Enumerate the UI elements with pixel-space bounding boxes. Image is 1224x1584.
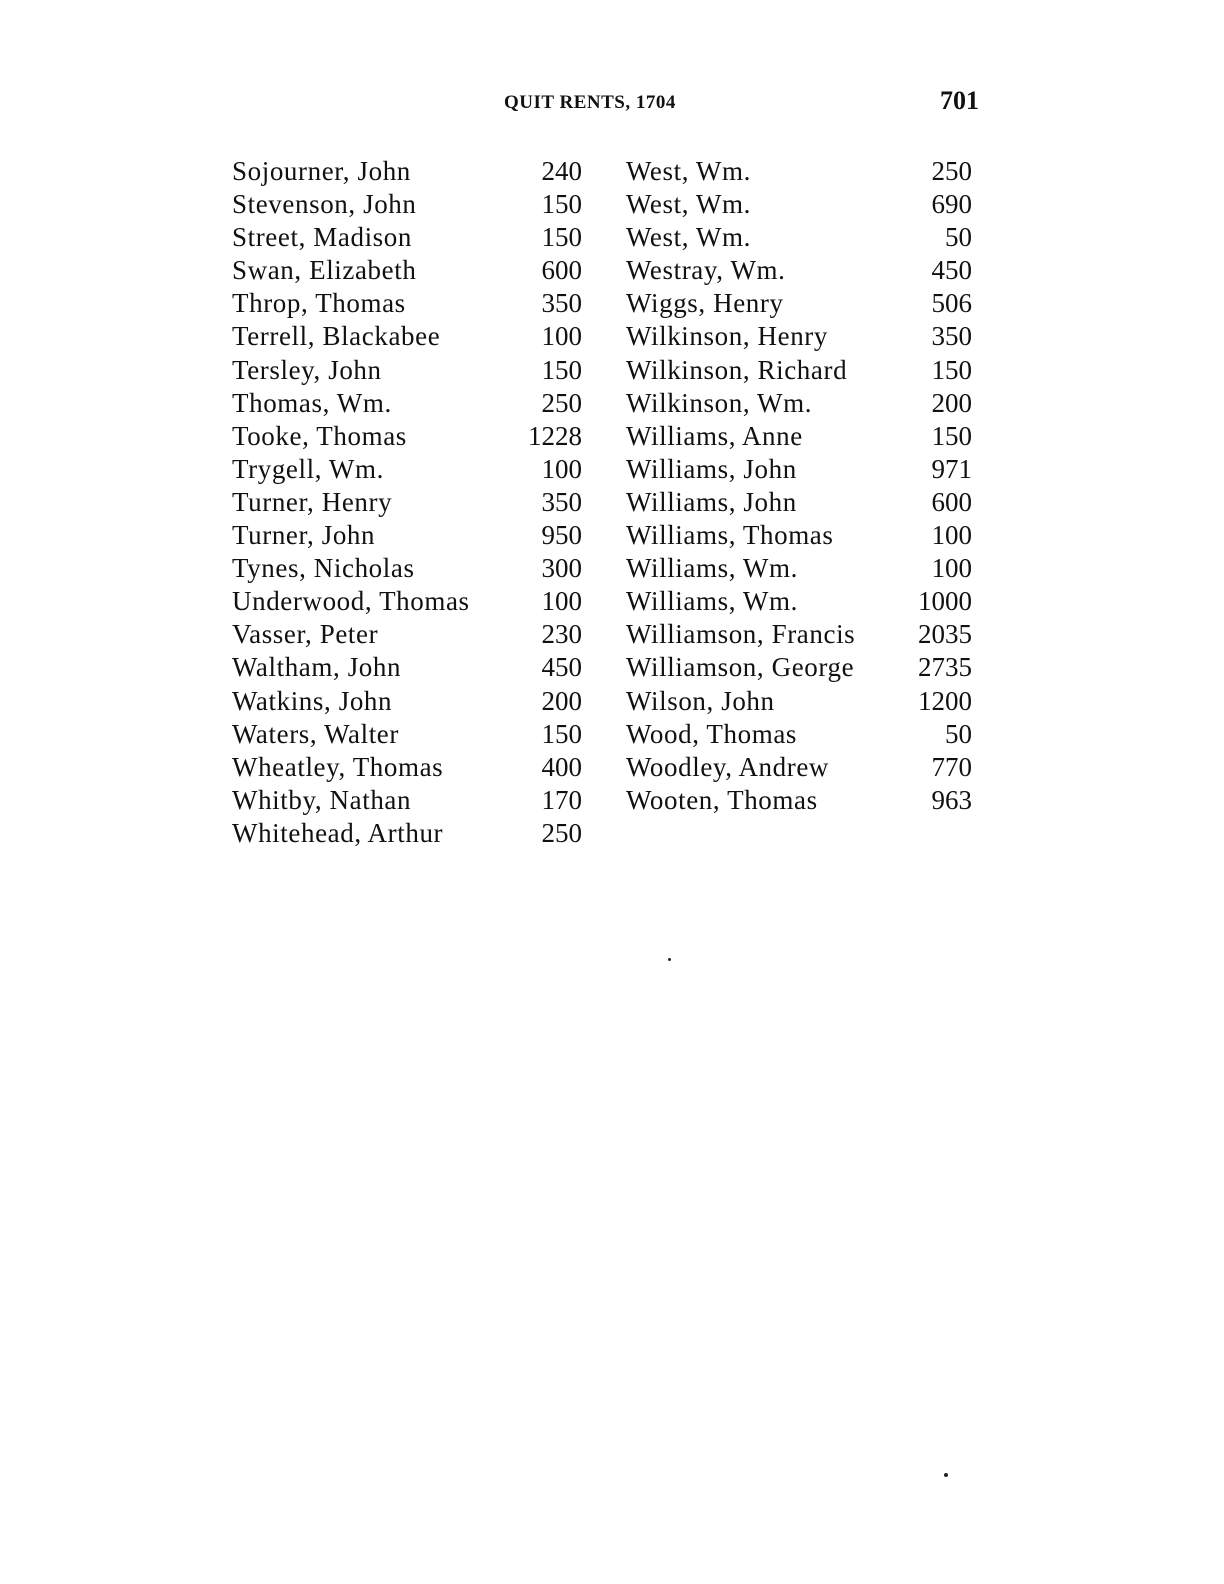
list-item — [626, 718, 978, 751]
entry-name: Swan, Elizabeth — [232, 255, 417, 286]
list-item — [626, 651, 978, 684]
entry-acres: 150 — [541, 354, 582, 385]
entry-name: West, Wm. — [626, 156, 751, 186]
entry-acres: 963 — [931, 784, 972, 815]
entry-name: Turner, Henry — [232, 486, 393, 517]
entry-acres: 770 — [931, 751, 972, 782]
entry-name: West, Wm. — [626, 222, 751, 253]
entry-name: Waters, Walter — [232, 718, 399, 749]
list-item — [626, 188, 978, 221]
entry-acres: 150 — [541, 189, 582, 220]
entry-name: Wilkinson, Wm. — [626, 387, 813, 418]
entry-name: Street, Madison — [232, 222, 412, 253]
entry-name: Terrell, Blackabee — [232, 321, 441, 352]
list-item — [626, 618, 978, 651]
list-item — [232, 254, 588, 287]
entry-acres: 240 — [541, 156, 582, 186]
entry-name: Turner, John — [232, 520, 376, 551]
entry-acres: 1000 — [918, 586, 972, 617]
list-item — [232, 817, 588, 850]
entry-acres: 2735 — [918, 652, 972, 683]
page-number: 701 — [940, 86, 979, 115]
entry-acres: 971 — [931, 453, 972, 484]
entry-name: Wilson, John — [626, 685, 775, 716]
entry-name: Vasser, Peter — [232, 619, 379, 650]
list-item — [626, 155, 978, 188]
list-item — [232, 354, 588, 387]
entry-name: Williams, Wm. — [626, 553, 798, 584]
entry-name: Trygell, Wm. — [232, 453, 384, 484]
entry-name: Wilkinson, Richard — [626, 354, 848, 385]
entry-name: West, Wm. — [626, 189, 751, 220]
entry-acres: 200 — [541, 685, 582, 716]
entry-acres: 150 — [931, 354, 972, 385]
page-title: QUIT RENTS, 1704 — [504, 92, 676, 113]
entry-acres: 690 — [931, 189, 972, 220]
running-head — [0, 84, 1224, 124]
list-item — [626, 751, 978, 784]
list-item — [626, 354, 978, 387]
list-item — [232, 651, 588, 684]
list-item — [626, 287, 978, 320]
list-item — [232, 221, 588, 254]
list-item — [232, 519, 588, 552]
entry-acres: 1228 — [528, 420, 582, 451]
list-item — [232, 155, 588, 188]
right-column — [626, 155, 978, 817]
list-item — [232, 287, 588, 320]
list-item — [626, 453, 978, 486]
list-item — [232, 585, 588, 618]
entry-acres: 100 — [931, 520, 972, 551]
list-item — [232, 486, 588, 519]
entry-name: Williams, John — [626, 486, 797, 517]
entry-acres: 250 — [541, 817, 582, 848]
list-item — [232, 618, 588, 651]
entry-acres: 2035 — [918, 619, 972, 650]
list-item — [626, 685, 978, 718]
entry-name: Tooke, Thomas — [232, 420, 407, 451]
entry-name: Sojourner, John — [232, 156, 411, 186]
list-item — [232, 784, 588, 817]
entry-name: Tersley, John — [232, 354, 382, 385]
print-speck — [668, 958, 671, 961]
list-item — [626, 387, 978, 420]
entry-name: Williams, Thomas — [626, 520, 834, 551]
list-item — [232, 387, 588, 420]
list-item — [626, 585, 978, 618]
entry-acres: 200 — [931, 387, 972, 418]
entry-name: Wooten, Thomas — [626, 784, 818, 815]
entry-name: Thomas, Wm. — [232, 387, 392, 418]
list-item — [232, 552, 588, 585]
entry-name: Williamson, George — [626, 652, 855, 683]
list-item — [232, 751, 588, 784]
entry-acres: 350 — [931, 321, 972, 352]
entry-name: Waltham, John — [232, 652, 402, 683]
list-item — [626, 420, 978, 453]
entry-acres: 1200 — [918, 685, 972, 716]
entry-name: Watkins, John — [232, 685, 393, 716]
entry-name: Williamson, Francis — [626, 619, 856, 650]
entry-acres: 150 — [541, 222, 582, 253]
entry-name: Williams, John — [626, 453, 797, 484]
entry-acres: 150 — [541, 718, 582, 749]
entry-name: Stevenson, John — [232, 189, 417, 220]
entry-name: Underwood, Thomas — [232, 586, 470, 617]
print-speck — [944, 1473, 948, 1477]
entry-acres: 50 — [945, 718, 972, 749]
entry-name: Whitby, Nathan — [232, 784, 412, 815]
entry-name: Wilkinson, Henry — [626, 321, 828, 352]
entry-acres: 250 — [541, 387, 582, 418]
list-item — [626, 784, 978, 817]
entry-acres: 506 — [931, 288, 972, 319]
entry-acres: 350 — [541, 288, 582, 319]
list-item — [626, 519, 978, 552]
entry-acres: 100 — [541, 453, 582, 484]
entry-acres: 100 — [931, 553, 972, 584]
list-item — [626, 254, 978, 287]
list-item — [626, 221, 978, 254]
list-item — [232, 453, 588, 486]
entry-acres: 600 — [541, 255, 582, 286]
entry-name: Wood, Thomas — [626, 718, 798, 749]
list-item — [232, 420, 588, 453]
entry-name: Throp, Thomas — [232, 288, 406, 319]
entry-name: Wheatley, Thomas — [232, 751, 444, 782]
entry-acres: 350 — [541, 486, 582, 517]
entry-acres: 100 — [541, 586, 582, 617]
entry-name: Westray, Wm. — [626, 255, 786, 286]
list-item — [232, 320, 588, 353]
entry-acres: 450 — [931, 255, 972, 286]
list-item — [626, 486, 978, 519]
left-column — [232, 155, 588, 850]
list-item — [232, 188, 588, 221]
list-item — [232, 718, 588, 751]
entry-name: Whitehead, Arthur — [232, 817, 444, 848]
list-item — [626, 552, 978, 585]
entry-name: Woodley, Andrew — [626, 751, 830, 782]
entry-name: Williams, Anne — [626, 420, 803, 451]
entry-acres: 450 — [541, 652, 582, 683]
entry-acres: 100 — [541, 321, 582, 352]
entry-acres: 400 — [541, 751, 582, 782]
entry-name: Williams, Wm. — [626, 586, 798, 617]
entry-name: Wiggs, Henry — [626, 288, 784, 319]
entry-acres: 600 — [931, 486, 972, 517]
entry-acres: 300 — [541, 553, 582, 584]
entry-acres: 170 — [541, 784, 582, 815]
entry-acres: 950 — [541, 520, 582, 551]
entry-acres: 230 — [541, 619, 582, 650]
entry-acres: 50 — [945, 222, 972, 253]
list-item — [232, 685, 588, 718]
entry-acres: 250 — [931, 156, 972, 186]
list-item — [626, 320, 978, 353]
entry-name: Tynes, Nicholas — [232, 553, 415, 584]
entry-acres: 150 — [931, 420, 972, 451]
